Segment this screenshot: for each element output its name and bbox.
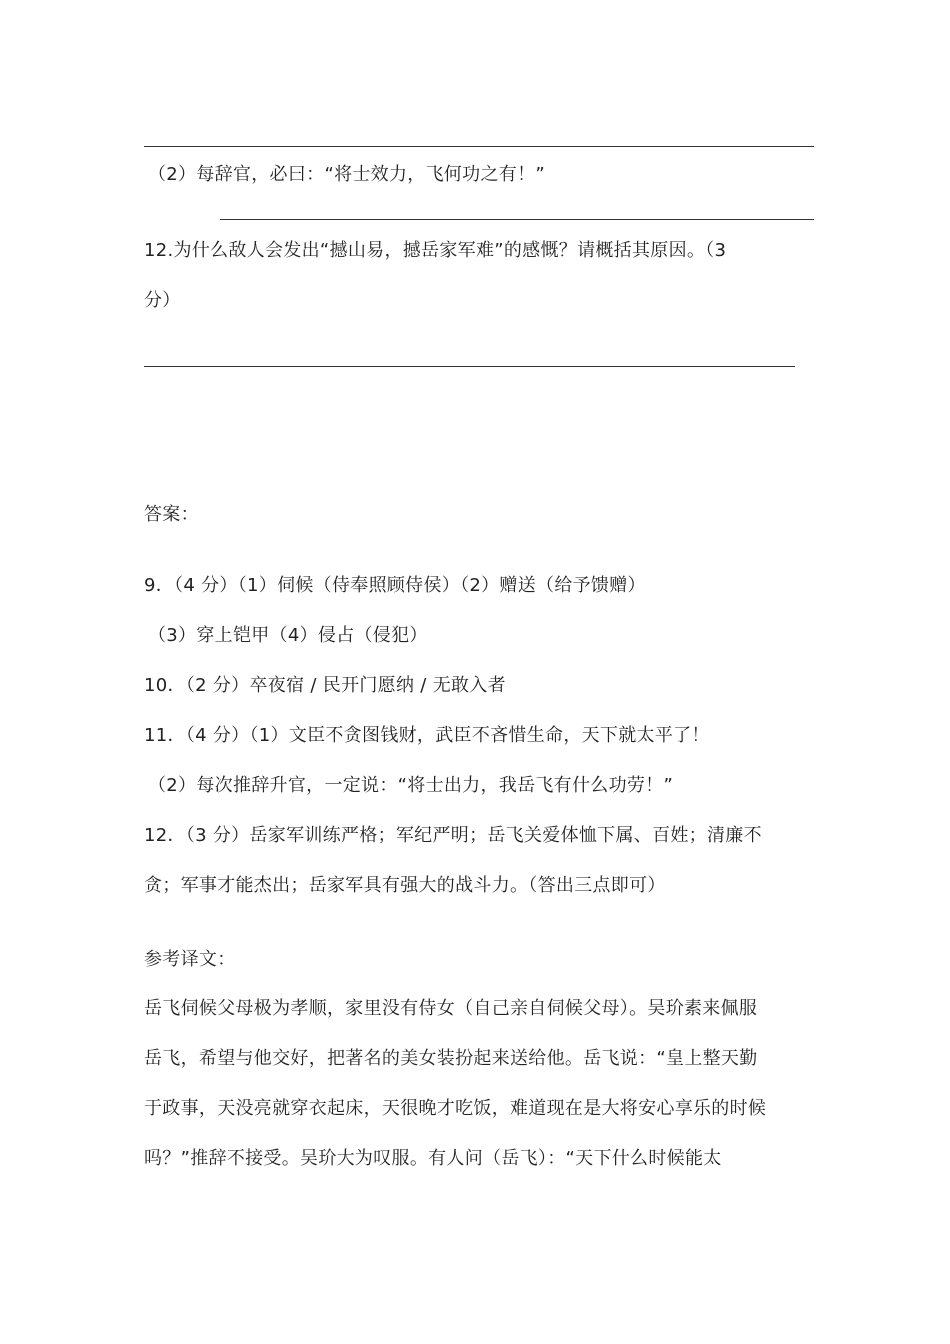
answer-12-continued: 贪；军事才能杰出；岳家军具有强大的战斗力。（答出三点即可） — [144, 875, 666, 896]
answer-10: 10．（2 分）卒夜宿 / 民开门愿纳 / 无敢入者 — [144, 675, 506, 696]
question-12-text-continued: 分） — [144, 290, 181, 311]
question-11-part-2: （2）每辞官，必曰：“将士效力，飞何功之有！” — [148, 164, 546, 185]
translation-line: 岳飞伺候父母极为孝顺，家里没有侍女（自己亲自伺候父母）。吴玠素来佩服 — [144, 998, 758, 1019]
answer-11-continued: （2）每次推辞升官，一定说：“将士出力，我岳飞有什么功劳！” — [148, 775, 674, 796]
question-12-text: 12.为什么敌人会发出“撼山易，撼岳家军难”的感慨？请概括其原因。（3 — [144, 240, 727, 261]
answer-blank-line — [144, 366, 795, 367]
translation-heading: 参考译文： — [144, 949, 236, 970]
answer-blank-line — [144, 146, 814, 147]
translation-line: 吗？”推辞不接受。吴玠大为叹服。有人问（岳飞）：“天下什么时候能太 — [144, 1148, 722, 1169]
answer-blank-line — [220, 219, 814, 220]
answer-9-continued: （3）穿上铠甲（4）侵占（侵犯） — [148, 625, 428, 646]
translation-line: 岳飞，希望与他交好，把著名的美女装扮起来送给他。岳飞说：“皇上整天勤 — [144, 1048, 758, 1069]
translation-line: 于政事，天没亮就穿衣起床，天很晚才吃饭，难道现在是大将安心享乐的时候 — [144, 1098, 767, 1119]
answer-9: 9．（4 分）（1）伺候（侍奉照顾侍侯）（2）赠送（给予馈赠） — [144, 575, 646, 596]
answer-12: 12．（3 分）岳家军训练严格；军纪严明；岳飞关爱体恤下属、百姓；清廉不 — [144, 825, 762, 846]
answer-11: 11．（4 分）（1）文臣不贪图钱财，武臣不吝惜生命，天下就太平了！ — [144, 725, 710, 746]
answers-heading: 答案： — [144, 504, 199, 525]
